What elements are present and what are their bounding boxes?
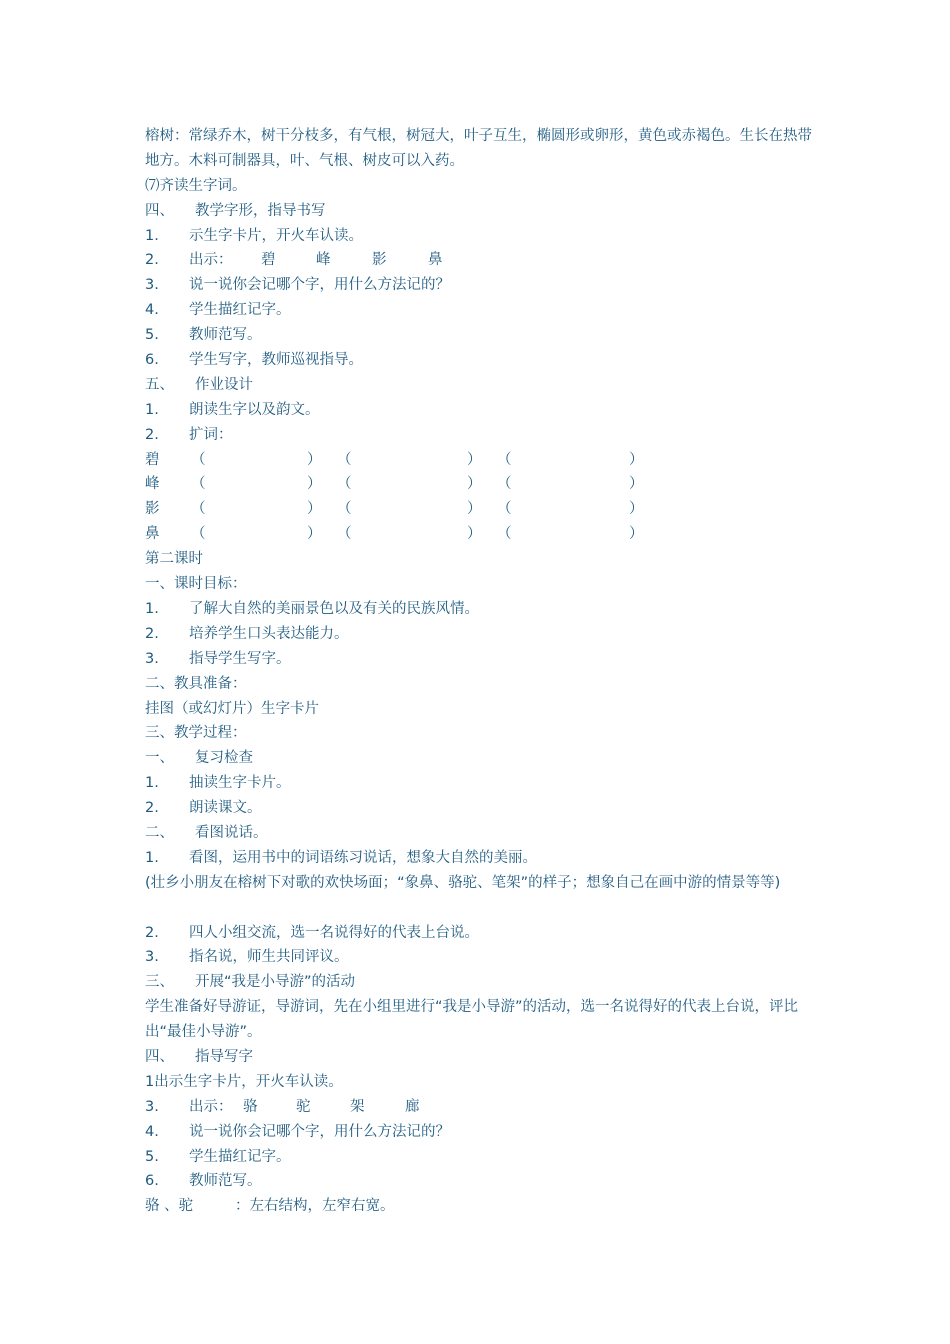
goals-heading: 一、课时目标： xyxy=(145,576,247,593)
activity-paragraph: 学生准备好导游证，导游词，先在小组里进行“我是小导游”的活动，选一名说得好的代表上台说，评比出“最佳小导游”。 xyxy=(145,999,799,1041)
expand-word-row: 碧 （ ） （ ） （ ） xyxy=(145,451,644,468)
list-item: 2. 四人小组交流，选一名说得好的代表上台说。 xyxy=(145,924,479,941)
list-item: 2. 培养学生口头表达能力。 xyxy=(145,625,349,642)
expand-word-row: 影 （ ） （ ） （ ） xyxy=(145,501,644,518)
section-heading-4: 四、 教学字形，指导书写 xyxy=(145,202,326,219)
structure-note: 骆 、驼 ：左右结构，左窄右宽。 xyxy=(145,1198,395,1215)
list-item: 1. 朗读生字以及韵文。 xyxy=(145,401,320,418)
list-item: 4. 说一说你会记哪个字，用什么方法记的？ xyxy=(145,1123,450,1140)
list-item: 2. 扩词： xyxy=(145,426,233,443)
step-heading-3: 三、 开展“我是小导游”的活动 xyxy=(145,974,356,991)
paragraph-read-aloud: ⑺齐读生字词。 xyxy=(145,177,247,194)
section-heading-5: 五、 作业设计 xyxy=(145,376,253,393)
note-paragraph: (壮乡小朋友在榕树下对歌的欢快场面；“象鼻、骆驼、笔架”的样子；想象自己在画中游的情景等等) xyxy=(145,874,781,891)
process-heading: 三、教学过程： xyxy=(145,725,247,742)
list-item: 1. 抽读生字卡片。 xyxy=(145,775,291,792)
document-page xyxy=(145,124,815,1219)
list-item: 6. 教师范写。 xyxy=(145,1173,262,1190)
list-item: 1. 看图，运用书中的词语练习说话，想象大自然的美丽。 xyxy=(145,849,537,866)
lesson-heading: 第二课时 xyxy=(145,551,203,568)
list-item: 5. 教师范写。 xyxy=(145,327,262,344)
list-item: 2. 出示： 碧 峰 影 鼻 xyxy=(145,252,443,269)
list-item: 3. 指名说，师生共同评议。 xyxy=(145,949,349,966)
expand-word-row: 峰 （ ） （ ） （ ） xyxy=(145,476,644,493)
list-item: 3. 说一说你会记哪个字，用什么方法记的？ xyxy=(145,277,450,294)
tools-heading: 二、教具准备： xyxy=(145,675,247,692)
expand-word-row: 鼻 （ ） （ ） （ ） xyxy=(145,526,644,543)
list-item: 3. 出示： 骆 驼 架 廊 xyxy=(145,1098,420,1115)
step-heading-2: 二、 看图说话。 xyxy=(145,824,268,841)
list-item: 3. 指导学生写字。 xyxy=(145,650,291,667)
list-item: 2. 朗读课文。 xyxy=(145,800,262,817)
list-item: 6. 学生写字，教师巡视指导。 xyxy=(145,352,363,369)
list-item: 5. 学生描红记字。 xyxy=(145,1148,291,1165)
tools-text: 挂图（或幻灯片）生字卡片 xyxy=(145,700,319,717)
list-item: 1. 示生字卡片，开火车认读。 xyxy=(145,227,363,244)
list-item: 1出示生字卡片，开火车认读。 xyxy=(145,1073,343,1090)
step-heading-4: 四、 指导写字 xyxy=(145,1049,253,1065)
paragraph-banyan: 榕树：常绿乔木，树干分枝多，有气根，树冠大，叶子互生，椭圆形或卵形，黄色或赤褐色。生长在热带地方。木料可制器具，叶、气根、树皮可以入药。 xyxy=(145,128,812,169)
step-heading-1: 一、 复习检查 xyxy=(145,750,253,767)
list-item: 4. 学生描红记字。 xyxy=(145,302,291,319)
list-item: 1. 了解大自然的美丽景色以及有关的民族风情。 xyxy=(145,600,479,617)
